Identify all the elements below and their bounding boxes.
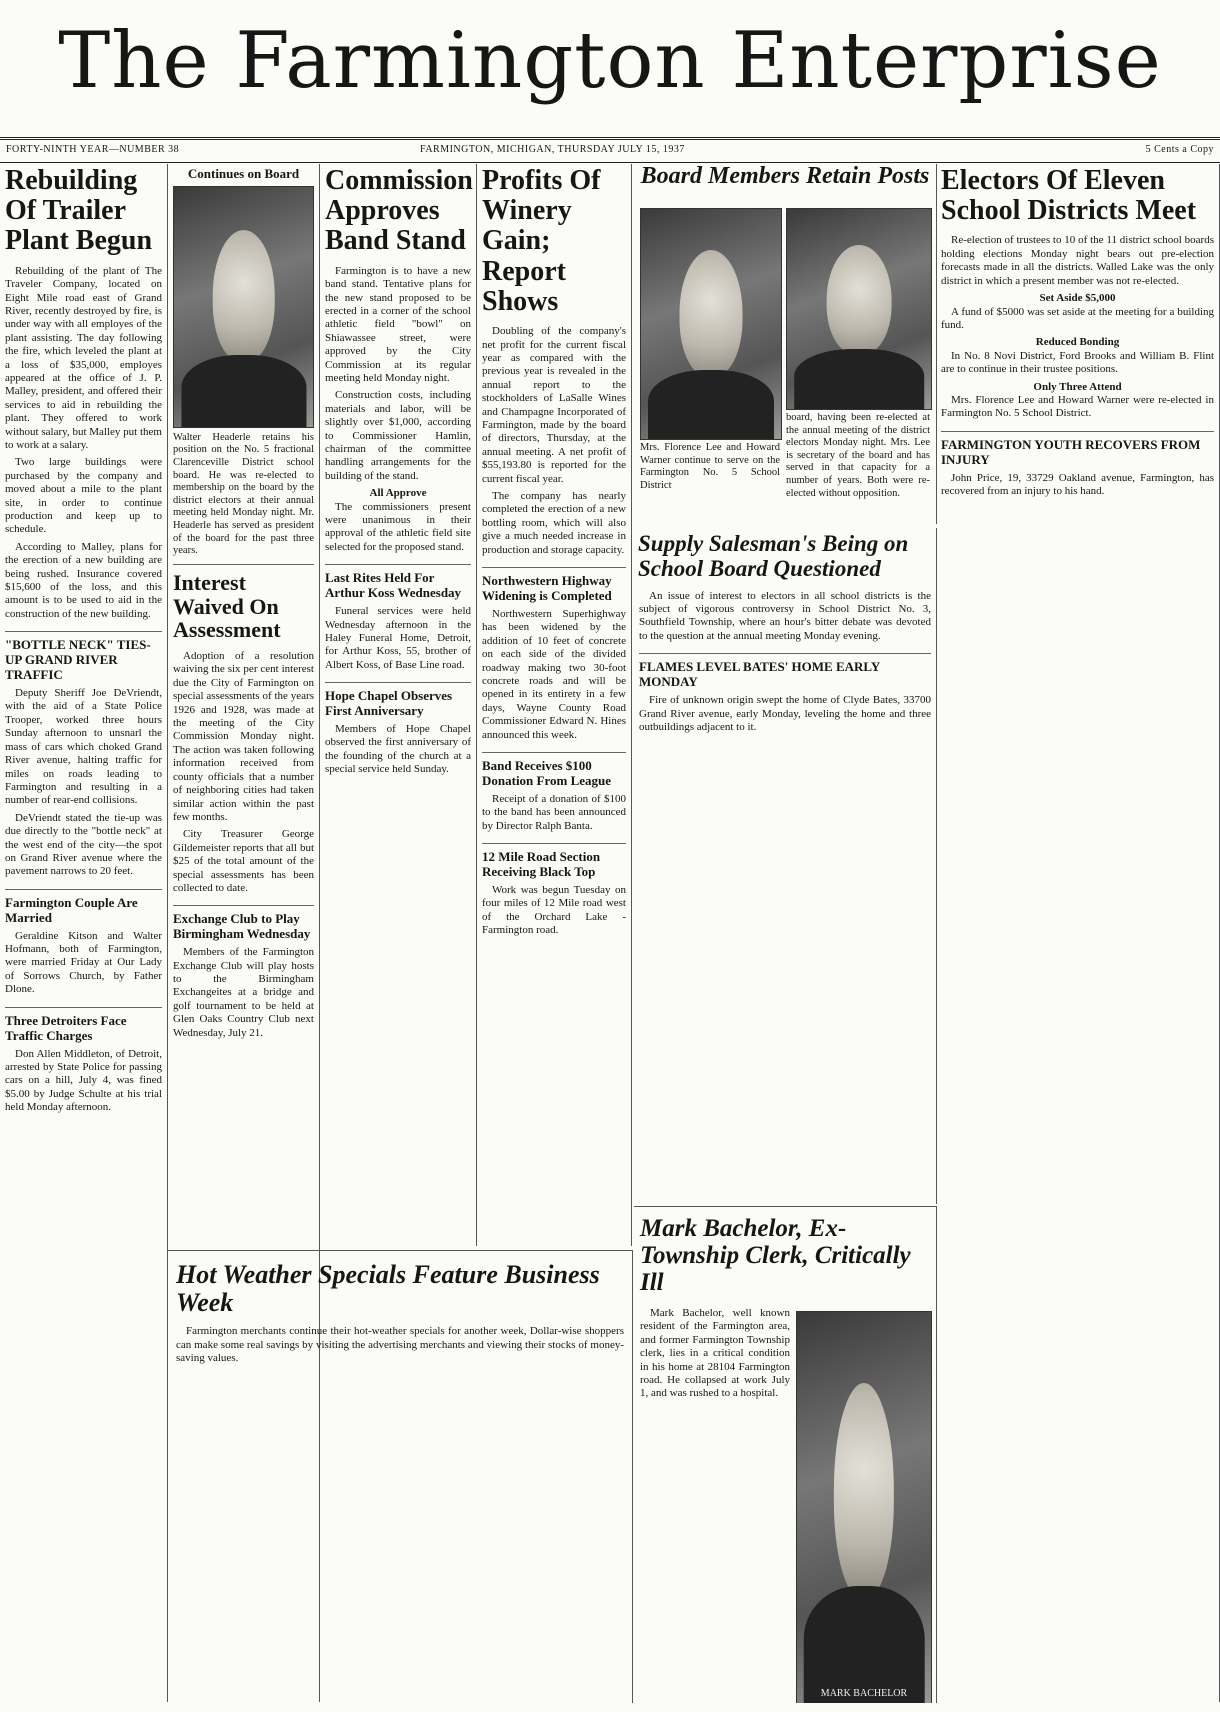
headline-trailer-plant: Rebuilding Of Trailer Plant Begun — [5, 165, 153, 257]
headline-hope-chapel: Hope Chapel Observes First Anniversary — [325, 682, 471, 719]
price: 5 Cents a Copy — [1145, 144, 1214, 155]
paragraph: Adoption of a resolution waiving the six per cent interest due the City of Farmington on special assessments of the years 1926 and 1928, was made at the meeting of the City Commission Monday night. The action was taken following information received from county officials that a number of neighboring cities had taken similar action within the past few months. — [173, 650, 314, 823]
subhead-set-aside: Set Aside $5,000 — [1039, 292, 1116, 305]
headline-exchange-club: Exchange Club to Play Birmingham Wednesday — [173, 905, 314, 942]
newspaper-title: The Farmington Enterprise — [58, 16, 1162, 106]
paragraph: An issue of interest to electors in all school districts is the subject of vigorous controversy in School District No. 3, Southfield Township, where an hour's bitter debate was devoted to the question at the annual meeting Monday evening. — [639, 589, 931, 642]
bachelor-block — [634, 1206, 937, 1703]
headline-bachelor: Mark Bachelor, Ex-Township Clerk, Critically Ill — [640, 1215, 911, 1296]
hot-weather-block — [168, 1250, 633, 1703]
paragraph: Mrs. Florence Lee and Howard Warner were re-elected in Farmington No. 5 School District. — [941, 393, 1214, 420]
portrait-face — [827, 245, 892, 355]
paragraph: Fire of unknown origin swept the home of Clyde Bates, 33700 Grand River avenue, early Monday, leveling the home and three outbuildings adjacent to it. — [639, 694, 931, 733]
portrait-body — [648, 370, 774, 439]
bachelor-text — [640, 1307, 790, 1405]
lee-photo — [786, 208, 932, 410]
photo-name-label: MARK BACHELOR — [820, 1687, 908, 1699]
column-4 — [477, 164, 632, 1246]
photo-label-continues: Continues on Board — [187, 166, 300, 181]
paragraph: Deputy Sheriff Joe DeVriendt, with the aid of a State Police Trooper, worked three hours Sunday afternoon to unsnarl the mass of cars which choked Grand River avenue, halting traffic for miles on roads leading to Farmington and resulting in a number of rear-end collisions. — [5, 687, 162, 807]
paragraph: Re-election of trustees to 10 of the 11 district school boards holding elections Monday night bears out pre-election forecasts made in all the districts. Walled Lake was the only district in which a present member was not re-elected. — [941, 234, 1214, 287]
board-members-block — [634, 164, 937, 524]
headline-supply-salesman: Supply Salesman's Being on School Board Questioned — [638, 531, 909, 581]
paragraph: Two large buildings were purchased by the company and moved about a mile to the plant site, in order to continue production and keep up to schedule. — [5, 456, 162, 536]
paragraph: Mark Bachelor, well known resident of the Farmington area, and former Farmington Township clerk, lies in a critical condition in his home at 28104 Farmington road. He collapsed at work July 1, and was rushed to a hospital. — [640, 1307, 790, 1400]
paragraph: In No. 8 Novi District, Ford Brooks and William B. Flint are to continue in their trustee positions. — [941, 349, 1214, 376]
headline-hot-weather: Hot Weather Specials Feature Business Week — [176, 1260, 600, 1318]
subhead-all-approve: All Approve — [369, 487, 427, 500]
headline-band-donation: Band Receives $100 Donation From League — [482, 752, 626, 789]
portrait-face — [834, 1383, 894, 1599]
paragraph: Funeral services were held Wednesday afternoon in the Haley Funeral Home, Detroit, for Arthur Koss, 55, brother of Albert Koss, of Base Line road. — [325, 605, 471, 671]
paragraph: City Treasurer George Gildemeister reports that all but $25 of the total amount of the special assessments has been collected to date. — [173, 828, 314, 894]
paragraph: DeVriendt stated the tie-up was due directly to the "bottle neck" at the west end of the city—the spot on Grand River avenue where the pavement narrows to 20 feet. — [5, 811, 162, 878]
headline-interest-waived: Interest Waived On Assessment — [173, 564, 314, 642]
subhead-only-three: Only Three Attend — [1033, 380, 1122, 393]
warner-photo — [640, 208, 782, 440]
supply-salesman-block — [634, 528, 937, 1204]
paragraph: Doubling of the company's net profit for the current fiscal year as compared with the previous year is revealed in the annual report to the stockholders of LaSalle Wines and Champagne Incorporated of Farmington, made by the board of directors, Thursday, at the annual meeting. A net profit of $55,193.80 is reported for the current fiscal year. — [482, 325, 626, 485]
paragraph: The commissioners present were unanimous in their approval of the athletic field site selected for the proposed stand. — [325, 500, 471, 553]
column-6 — [936, 164, 1220, 1702]
paragraph: Receipt of a donation of $100 to the band has been announced by Director Ralph Banta. — [482, 792, 626, 832]
headline-youth-recovers: FARMINGTON YOUTH RECOVERS FROM INJURY — [941, 431, 1214, 468]
column-1 — [0, 164, 168, 1702]
headline-northwestern: Northwestern Highway Widening is Completed — [482, 567, 626, 604]
headerle-photo — [173, 186, 314, 428]
headline-couple-married: Farmington Couple Are Married — [5, 889, 162, 926]
paragraph: Rebuilding of the plant of The Traveler Company, located on Eight Mile road east of Grand River, recently destroyed by fire, is under way with all employes of the plant assisting. The day following the fire, which leveled the plant at a loss of $35,000, employes appeared at the office of J. P. Malley, president, and offered their services to aid in rebuilding the plant. They offered to work without salary, but Malley put them to work at a salary. — [5, 264, 162, 451]
headline-winery: Profits Of Winery Gain; Report Shows — [482, 165, 601, 317]
paragraph: Members of Hope Chapel observed the first anniversary of the founding of the church at a special service held Sunday. — [325, 723, 471, 776]
bachelor-photo — [796, 1311, 932, 1703]
location-date: FARMINGTON, MICHIGAN, THURSDAY JULY 15, 1937 — [420, 144, 685, 155]
portrait-face — [680, 250, 743, 377]
portrait-face — [212, 230, 275, 362]
paragraph: Northwestern Superhighway has been widened by the addition of 10 feet of concrete on each side of the divided roadway making two 30-foot concrete roads and will be opened in its entirety in a few days, Wayne County Road Commissioner Edward N. Hines announced this week. — [482, 607, 626, 741]
headline-flames-level: FLAMES LEVEL BATES' HOME EARLY MONDAY — [639, 653, 931, 690]
portrait-body — [794, 349, 924, 409]
subhead-reduced-bonding: Reduced Bonding — [1035, 336, 1120, 349]
headline-board-members: Board Members Retain Posts — [640, 164, 930, 189]
photo-caption: Walter Headerle retains his position on the No. 5 fractional Clarenceville District school board. He was re-elected to membership on the board by the district electors at their annual meeting held Monday night. Mr. Headerle has served as president of the board for the past three years. — [173, 431, 314, 557]
headline-bottle-neck: "BOTTLE NECK" TIES-UP GRAND RIVER TRAFFIC — [5, 631, 162, 683]
headline-12-mile: 12 Mile Road Section Receiving Black Top — [482, 843, 626, 880]
paragraph: Geraldine Kitson and Walter Hofmann, both of Farmington, were married Friday at Our Lady of Sorrows Church, by Father Dlone. — [5, 929, 162, 996]
paragraph: According to Malley, plans for the erection of a new building are being rushed. Insurance covered $15,600 of the loss, and this amount is to be used to aid in the construction of the new building. — [5, 540, 162, 620]
headline-electors: Electors Of Eleven School Districts Meet — [941, 165, 1197, 227]
board-text: board, having been re-elected at the annual meeting of the district electors Monday night. Mrs. Lee is secretary of the board and has served in that capacity for a number of years. Both were re-elected without opposition. — [786, 412, 930, 499]
portrait-body — [181, 355, 306, 427]
paragraph: Members of the Farmington Exchange Club will play hosts to the Birmingham Exchangeites at a bridge and golf tournament to be held at Glen Oaks Country Club next Wednesday, July 21. — [173, 946, 314, 1039]
paragraph: Farmington merchants continue their hot-weather specials for another week, Dollar-wise shoppers can make some real savings by visiting the advertising merchants and viewing their stocks of money-saving values. — [176, 1325, 624, 1364]
headline-detroiters: Three Detroiters Face Traffic Charges — [5, 1007, 162, 1044]
headline-band-stand: Commission Approves Band Stand — [325, 165, 473, 257]
photo-caption: Mrs. Florence Lee and Howard Warner continue to serve on the Farmington No. 5 School District — [640, 442, 780, 491]
portrait-body — [804, 1586, 925, 1703]
paragraph: Construction costs, including materials and labor, will be slightly over $1,000, according to Commissioner Hamlin, chairman of the committee handling arrangements for the building of the stand. — [325, 389, 471, 482]
dateline-bar — [0, 137, 1220, 163]
paragraph: A fund of $5000 was set aside at the meeting for a building fund. — [941, 305, 1214, 331]
volume-number: FORTY-NINTH YEAR—NUMBER 38 — [6, 144, 180, 155]
column-3 — [320, 164, 477, 1246]
masthead — [0, 0, 1220, 132]
headline-last-rites: Last Rites Held For Arthur Koss Wednesday — [325, 564, 471, 601]
paragraph: The company has nearly completed the erection of a new bottling room, which will also give a much needed increase in production and storage capacity. — [482, 490, 626, 556]
paragraph: Work was begun Tuesday on four miles of 12 Mile road west of the Orchard Lake - Farmington road. — [482, 883, 626, 937]
paragraph: Farmington is to have a new band stand. Tentative plans for the new stand proposed to be erected in a corner of the school athletic field "bowl" on Shiawassee street, were approved by the City Commission at its regular meeting held Monday night. — [325, 264, 471, 384]
paragraph: Don Allen Middleton, of Detroit, arrested by State Police for passing cars on a hill, July 4, was fined $5.00 by Judge Schulte at his trial held Monday afternoon. — [5, 1047, 162, 1114]
paragraph: John Price, 19, 33729 Oakland avenue, Farmington, has recovered from an injury to his hand. — [941, 471, 1214, 498]
